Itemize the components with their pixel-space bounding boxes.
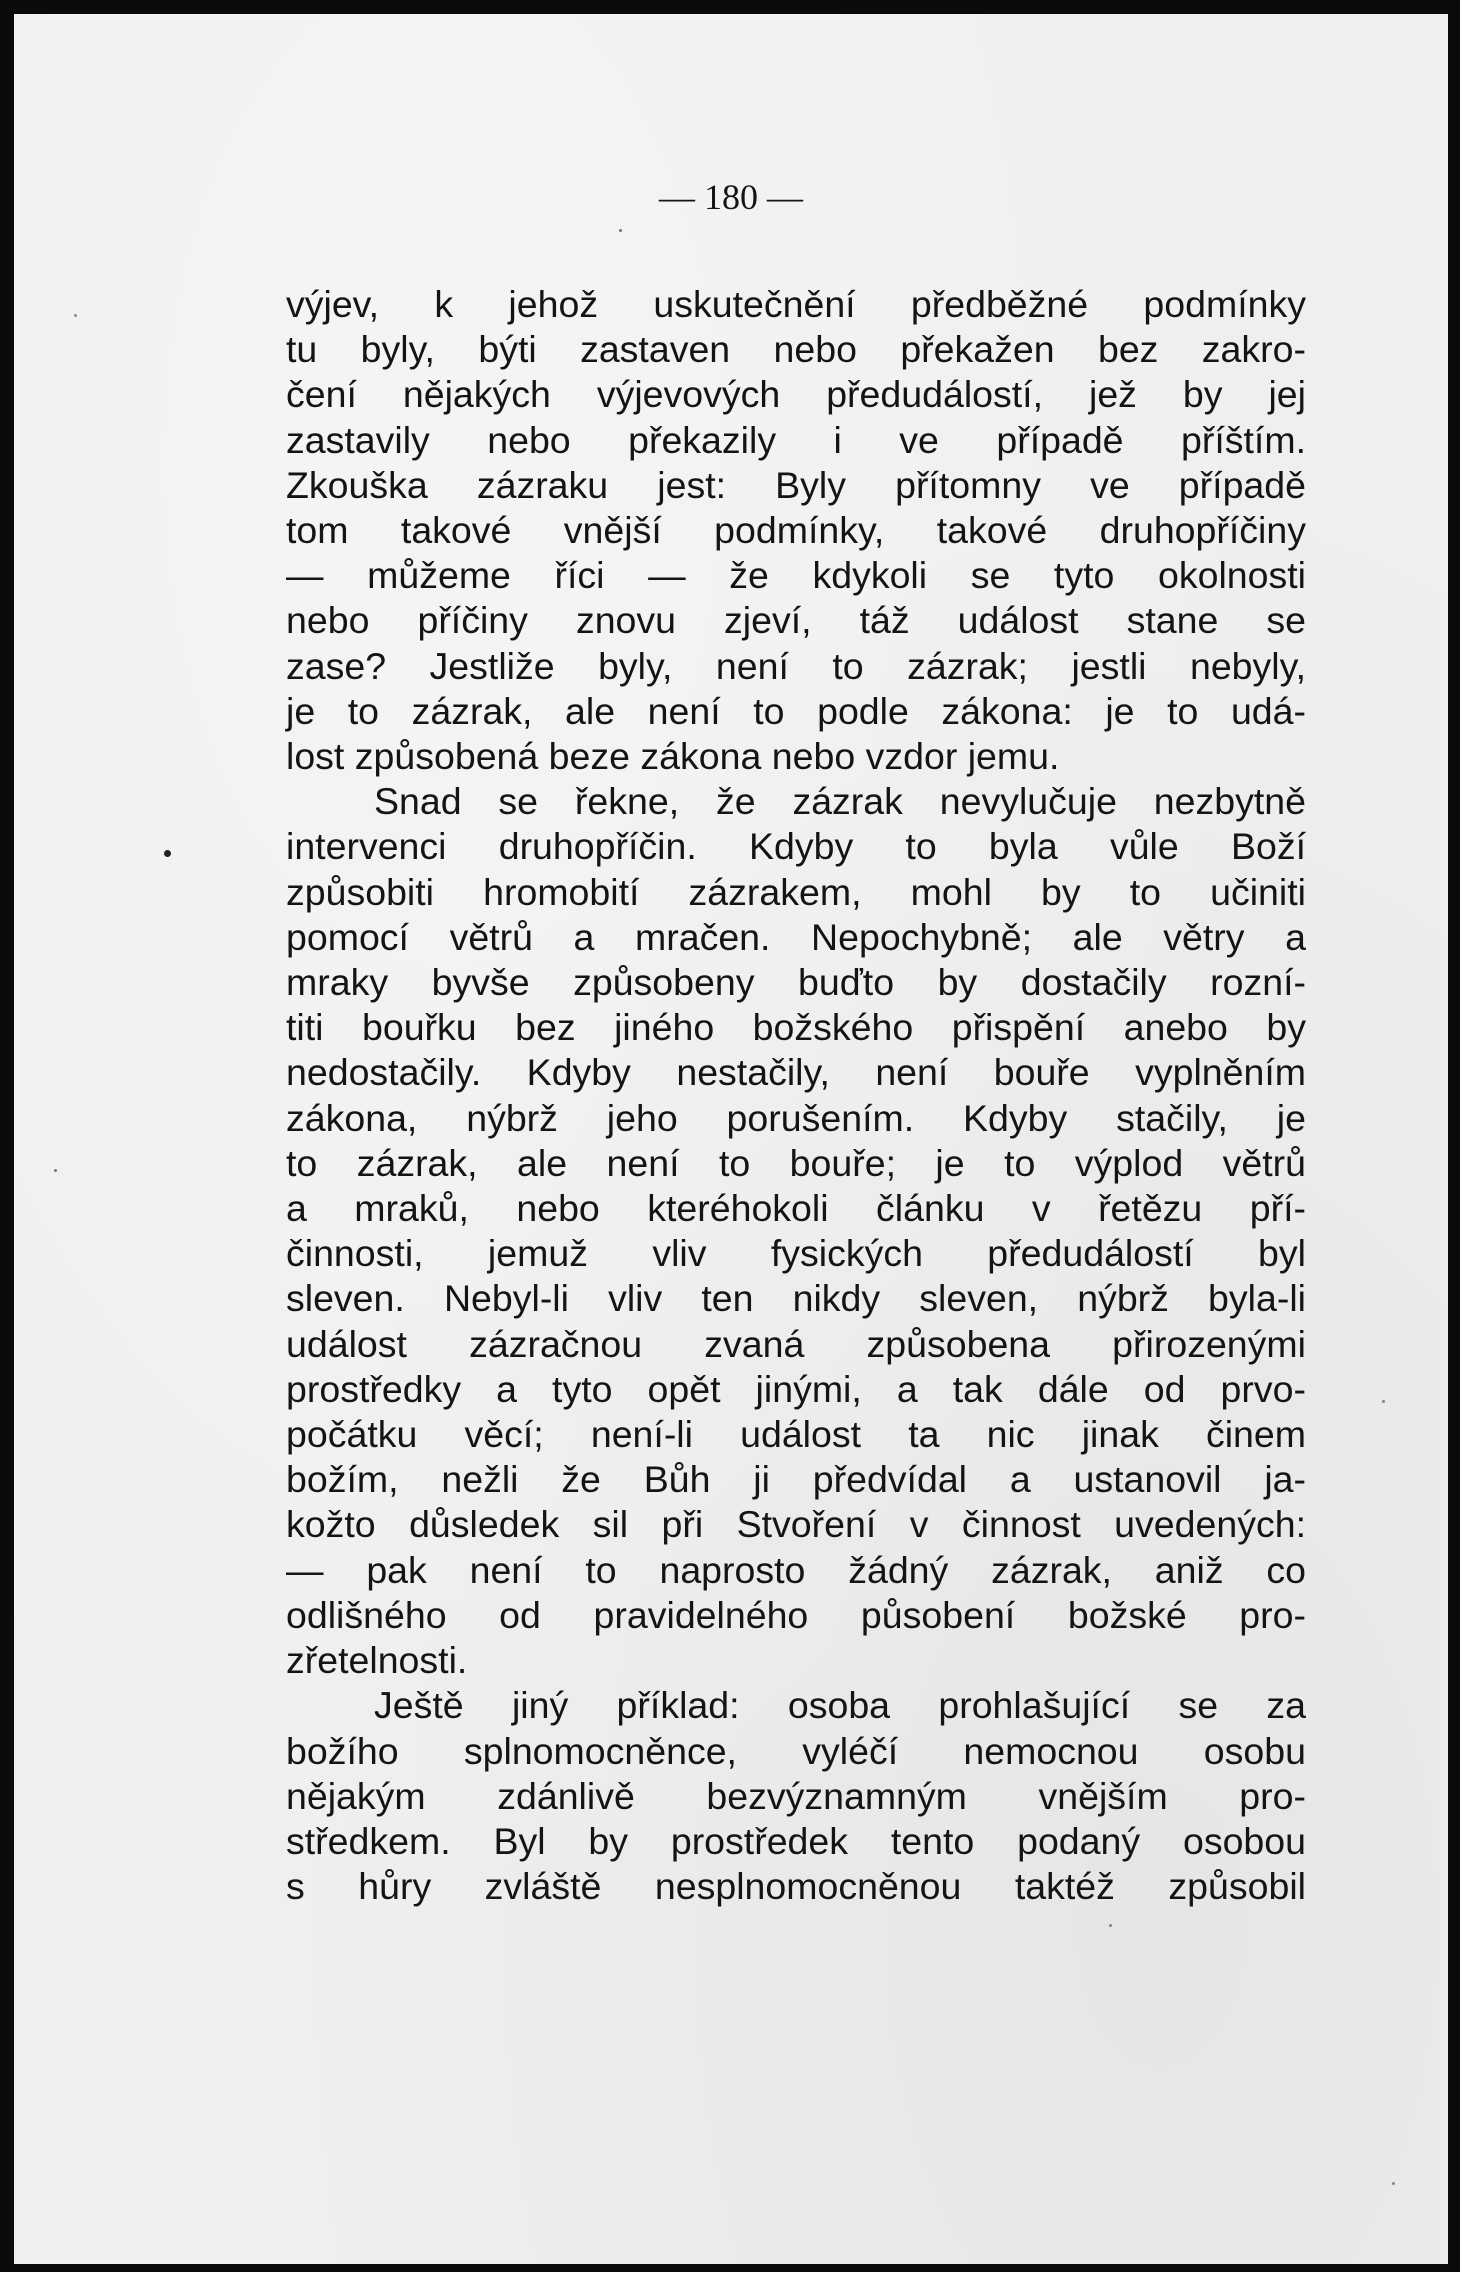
text-line: počátku věcí; není-li událost ta nic jinak činem: [286, 1413, 1306, 1456]
text-line: sleven. Nebyl-li vliv ten nikdy sleven, nýbrž byla-li: [286, 1277, 1306, 1320]
text-line: s hůry zvláště nesplnomocněnou taktéž způsobil: [286, 1865, 1306, 1908]
text-line: zase? Jestliže byly, není to zázrak; jestli nebyly,: [286, 644, 1306, 687]
text-line: tu byly, býti zastaven nebo překažen bez zakro-: [286, 328, 1306, 371]
text-line: nedostačily. Kdyby nestačily, není bouře vyplněním: [286, 1051, 1306, 1094]
text-line: středkem. Byl by prostředek tento podaný osobou: [286, 1819, 1306, 1862]
text-line: činnosti, jemuž vliv fysických předudálostí byl: [286, 1232, 1306, 1275]
paper-speck: [1382, 1400, 1385, 1403]
text-line: čení nějakých výjevových předudálostí, jež by jej: [286, 373, 1306, 416]
text-line: intervenci druhopříčin. Kdyby to byla vůle Boží: [286, 825, 1306, 868]
text-line: způsobiti hromobití zázrakem, mohl by to učiniti: [286, 870, 1306, 913]
text-line: zřetelnosti.: [286, 1639, 468, 1682]
text-line: titi bouřku bez jiného božského přispění anebo by: [286, 1006, 1306, 1049]
text-line: nějakým zdánlivě bezvýznamným vnějším pro-: [286, 1774, 1306, 1817]
paper-speck: [164, 850, 171, 857]
paper-speck: [1392, 2182, 1395, 2185]
page-number: — 180 —: [659, 177, 803, 217]
text-line: mraky byvše způsobeny buďto by dostačily rozní-: [286, 961, 1306, 1004]
text-line: lost způsobená beze zákona nebo vzdor jemu.: [286, 735, 1060, 778]
text-line: a mraků, nebo kteréhokoli článku v řetězu pří-: [286, 1187, 1306, 1230]
paper-speck: [619, 229, 622, 232]
paper-speck: [74, 314, 77, 317]
text-line: výjev, k jehož uskutečnění předběžné podmínky: [286, 283, 1306, 325]
text-line: tom takové vnější podmínky, takové druhopříčiny: [286, 509, 1306, 552]
text-line: je to zázrak, ale není to podle zákona: je to udá-: [286, 689, 1306, 732]
text-line: — můžeme říci — že kdykoli se tyto okolnosti: [286, 554, 1306, 597]
text-line: odlišného od pravidelného působení božské pro-: [286, 1593, 1306, 1636]
paper-speck: [1109, 1924, 1112, 1927]
text-line: Snad se řekne, že zázrak nevylučuje nezbytně: [374, 780, 1306, 823]
text-line: Ještě jiný příklad: osoba prohlašující se za: [374, 1684, 1306, 1727]
paper-speck: [54, 1169, 57, 1172]
text-line: zákona, nýbrž jeho porušením. Kdyby stačily, je: [286, 1096, 1306, 1139]
text-line: to zázrak, ale není to bouře; je to výplod větrů: [286, 1141, 1306, 1184]
text-line: pomocí větrů a mračen. Nepochybně; ale větry a: [286, 915, 1306, 958]
text-line: nebo příčiny znovu zjeví, táž událost stane se: [286, 599, 1306, 642]
body-text: [286, 282, 1306, 1909]
book-page: [14, 14, 1448, 2264]
text-line: prostředky a tyto opět jinými, a tak dále od prvo-: [286, 1367, 1306, 1410]
text-line: — pak není to naprosto žádný zázrak, aniž co: [286, 1548, 1306, 1591]
text-line: událost zázračnou zvaná způsobena přirozenými: [286, 1322, 1306, 1365]
text-line: zastavily nebo překazily i ve případě příštím.: [286, 418, 1306, 461]
text-line: božího splnomocněnce, vyléčí nemocnou osobu: [286, 1729, 1306, 1772]
text-line: kožto důsledek sil při Stvoření v činnost uvedených:: [286, 1503, 1306, 1546]
text-line: božím, nežli že Bůh ji předvídal a ustanovil ja-: [286, 1458, 1306, 1501]
text-line: Zkouška zázraku jest: Byly přítomny ve případě: [286, 463, 1306, 506]
